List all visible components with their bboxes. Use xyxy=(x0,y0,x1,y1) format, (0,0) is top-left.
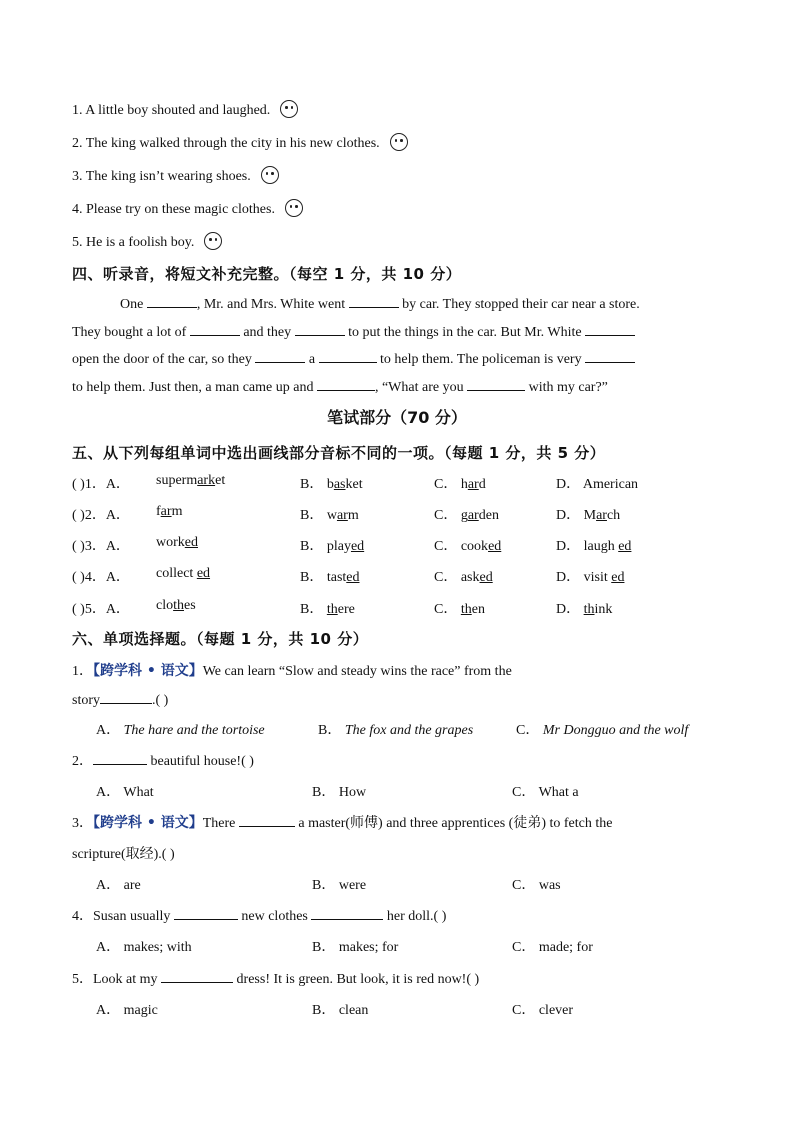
option-a[interactable]: A． The hare and the tortoise xyxy=(96,723,265,738)
smiley-face-icon[interactable] xyxy=(261,166,279,184)
statement-5: 5. He is a foolish boy. xyxy=(72,232,222,251)
option-a[interactable]: A． What xyxy=(96,785,154,800)
word-option-a[interactable]: clothes xyxy=(156,598,196,613)
passage-line-3: open the door of the car, so they a to help them. The policeman is very xyxy=(72,350,717,368)
answer-blank[interactable] xyxy=(585,350,635,363)
answer-parentheses[interactable]: ( )2．A． xyxy=(72,508,130,523)
statement-4: 4. Please try on these magic clothes. xyxy=(72,199,303,218)
word-option-b[interactable]: B． basket xyxy=(300,477,363,492)
cross-subject-tag: 【跨学科 • 语文】 xyxy=(93,663,203,679)
answer-blank[interactable] xyxy=(467,378,525,391)
word-option-c[interactable]: C． then xyxy=(434,602,485,617)
option-b[interactable]: B． The fox and the grapes xyxy=(318,723,474,738)
word-option-c[interactable]: C． asked xyxy=(434,570,493,585)
option-a[interactable]: A． are xyxy=(96,878,141,893)
answer-blank[interactable] xyxy=(147,295,197,308)
option-c[interactable]: C． clever xyxy=(512,1003,574,1018)
smiley-face-icon[interactable] xyxy=(390,133,408,151)
option-c[interactable]: C． Mr Dongguo and the wolf xyxy=(516,723,689,738)
answer-parentheses[interactable]: ( )3．A． xyxy=(72,539,130,554)
answer-blank[interactable] xyxy=(319,350,377,363)
word-option-a[interactable]: worked xyxy=(156,535,198,550)
statement-1: 1. A little boy shouted and laughed. xyxy=(72,100,298,119)
option-c[interactable]: C． What a xyxy=(512,785,579,800)
option-b[interactable]: B． were xyxy=(312,878,367,893)
word-option-a[interactable]: farm xyxy=(156,504,183,519)
word-option-d[interactable]: D． think xyxy=(556,602,613,617)
word-option-b[interactable]: B． tasted xyxy=(300,570,360,585)
answer-blank[interactable] xyxy=(93,752,147,765)
word-option-b[interactable]: B． there xyxy=(300,602,355,617)
word-option-a[interactable]: collect ed xyxy=(156,566,211,581)
question-2: 2． beautiful house!( ) xyxy=(72,754,254,769)
option-a[interactable]: A． makes; with xyxy=(96,940,192,955)
statement-3: 3. The king isn’t wearing shoes. xyxy=(72,166,279,185)
smiley-face-icon[interactable] xyxy=(280,100,298,118)
word-option-d[interactable]: D． visit ed xyxy=(556,570,625,585)
section6-heading: 六、单项选择题。（每题 1 分，共 10 分） xyxy=(72,630,369,648)
word-option-d[interactable]: D． March xyxy=(556,508,621,523)
option-c[interactable]: C． was xyxy=(512,878,561,893)
answer-parentheses[interactable]: ( )5．A． xyxy=(72,602,130,617)
answer-blank[interactable] xyxy=(585,323,635,336)
question-3-line2: scripture(取经).( ) xyxy=(72,847,175,862)
passage-line-2: They bought a lot of and they to put the things in the car. But Mr. White xyxy=(72,323,717,341)
word-option-c[interactable]: C． cooked xyxy=(434,539,502,554)
word-option-b[interactable]: B． played xyxy=(300,539,365,554)
passage-line-4: to help them. Just then, a man came up and , “What are you with my car?” xyxy=(72,380,608,395)
word-option-c[interactable]: C． garden xyxy=(434,508,499,523)
answer-blank[interactable] xyxy=(100,691,152,704)
option-b[interactable]: B． clean xyxy=(312,1003,369,1018)
cross-subject-tag: 【跨学科 • 语文】 xyxy=(93,815,203,831)
answer-blank[interactable] xyxy=(239,814,295,827)
answer-blank[interactable] xyxy=(174,907,238,920)
word-option-d[interactable]: D． laugh ed xyxy=(556,539,632,554)
option-c[interactable]: C． made; for xyxy=(512,940,593,955)
question-1-line2: story .( ) xyxy=(72,693,169,708)
question-4: 4．Susan usually new clothes her doll.( ) xyxy=(72,909,447,924)
question-3: 3．【跨学科 • 语文】There a master(师傅) and three apprentices (徒弟) to fetch the xyxy=(72,815,613,831)
question-1: 1．【跨学科 • 语文】We can learn “Slow and steady wins the race” from the xyxy=(72,663,512,679)
option-b[interactable]: B． makes; for xyxy=(312,940,399,955)
word-option-d[interactable]: D． American xyxy=(556,477,639,492)
answer-parentheses[interactable]: ( )1．A． xyxy=(72,477,130,492)
statement-2: 2. The king walked through the city in his new clothes. xyxy=(72,133,408,152)
section5-heading: 五、从下列每组单词中选出画线部分音标不同的一项。（每题 1 分，共 5 分） xyxy=(72,444,606,462)
question-5: 5．Look at my dress! It is green. But look, it is red now!( ) xyxy=(72,972,480,987)
answer-blank[interactable] xyxy=(255,350,305,363)
word-option-c[interactable]: C． hard xyxy=(434,477,486,492)
smiley-face-icon[interactable] xyxy=(204,232,222,250)
option-a[interactable]: A． magic xyxy=(96,1003,158,1018)
option-b[interactable]: B． How xyxy=(312,785,367,800)
answer-blank[interactable] xyxy=(295,323,345,336)
answer-blank[interactable] xyxy=(161,970,233,983)
answer-blank[interactable] xyxy=(190,323,240,336)
passage-line-1: One , Mr. and Mrs. White went by car. They stopped their car near a store. xyxy=(120,297,640,312)
answer-blank[interactable] xyxy=(311,907,383,920)
answer-parentheses[interactable]: ( )4．A． xyxy=(72,570,130,585)
answer-blank[interactable] xyxy=(317,378,375,391)
answer-blank[interactable] xyxy=(349,295,399,308)
word-option-a[interactable]: supermarket xyxy=(156,473,226,488)
smiley-face-icon[interactable] xyxy=(285,199,303,217)
written-part-heading: 笔试部分（70 分） xyxy=(327,408,467,427)
section4-heading: 四、听录音，将短文补充完整。（每空 1 分，共 10 分） xyxy=(72,265,462,283)
word-option-b[interactable]: B． warm xyxy=(300,508,359,523)
